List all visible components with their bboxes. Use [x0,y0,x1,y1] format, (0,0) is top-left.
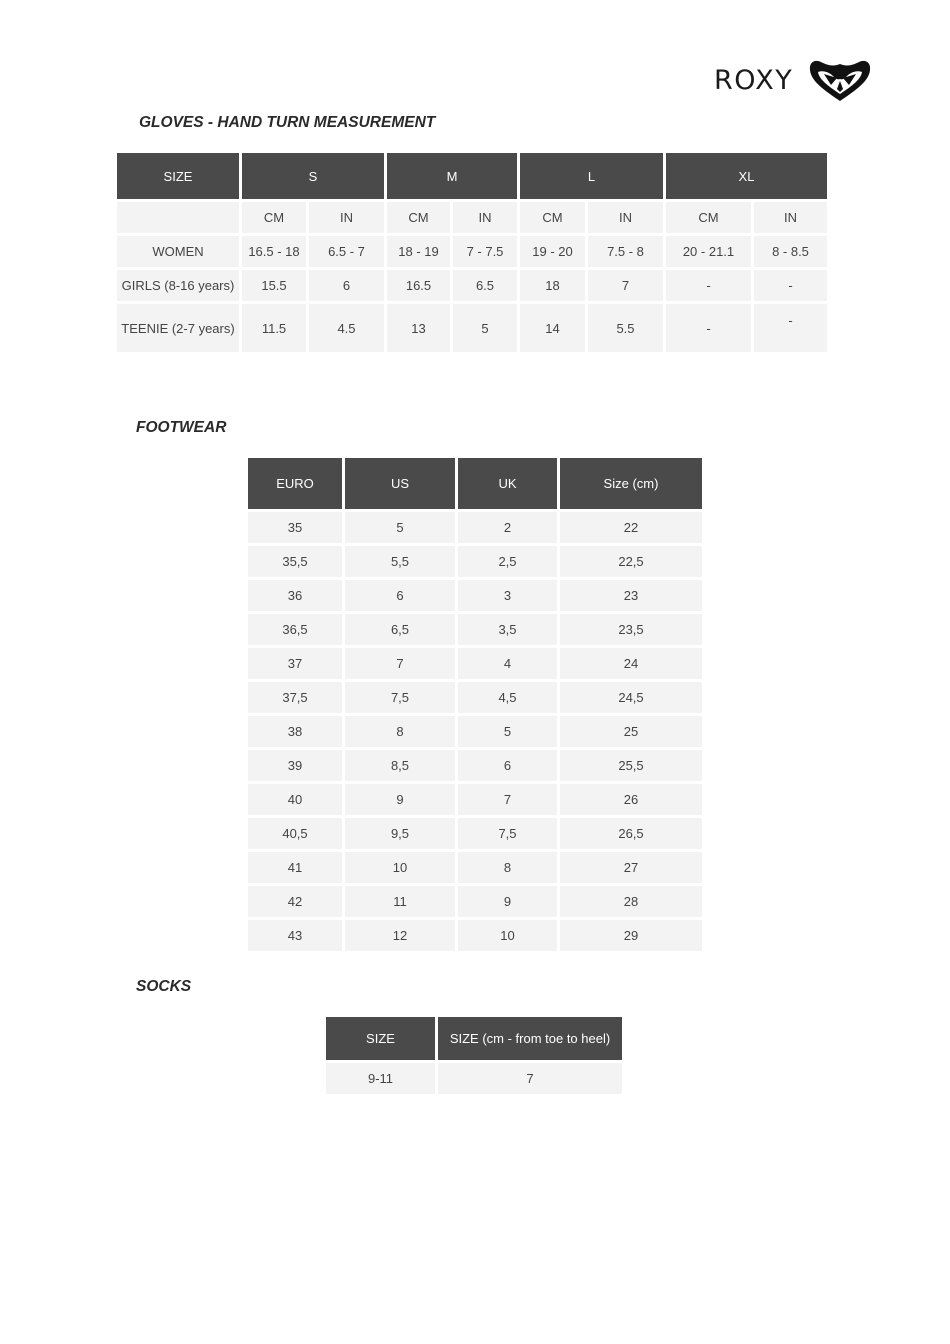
footwear-row [248,750,702,781]
gloves-cell: 5.5 [588,304,663,352]
footwear-size-table [245,455,705,954]
gloves-cell: 6 [309,270,384,301]
footwear-row [248,648,702,679]
footwear-row [248,818,702,849]
footwear-cell: 7,5 [458,818,557,849]
footwear-cell: 35,5 [248,546,342,577]
footwear-row [248,920,702,951]
footwear-cell: 10 [345,852,455,883]
gloves-cell: 19 - 20 [520,236,585,267]
footwear-header-row [248,458,702,509]
gloves-cell: 7 - 7.5 [453,236,517,267]
gloves-cell: 11.5 [242,304,306,352]
footwear-cell: 29 [560,920,702,951]
footwear-cell: 26,5 [560,818,702,849]
gloves-cell: 14 [520,304,585,352]
gloves-header-s: S [242,153,384,199]
footwear-cell: 24 [560,648,702,679]
gloves-cell: 16.5 - 18 [242,236,306,267]
footwear-row [248,784,702,815]
footwear-cell: 5,5 [345,546,455,577]
footwear-cell: 27 [560,852,702,883]
gloves-cell: - [754,270,827,301]
footwear-header-us: US [345,458,455,509]
gloves-unit-cell: IN [588,202,663,233]
footwear-cell: 3,5 [458,614,557,645]
gloves-cell: - [666,304,751,352]
footwear-row [248,546,702,577]
footwear-row [248,512,702,543]
gloves-unit-cell: IN [453,202,517,233]
footwear-header-uk: UK [458,458,557,509]
footwear-cell: 6 [458,750,557,781]
gloves-cell-text: - [788,312,793,328]
footwear-cell: 43 [248,920,342,951]
gloves-cell: 15.5 [242,270,306,301]
footwear-cell: 8 [345,716,455,747]
footwear-cell: 26 [560,784,702,815]
footwear-cell: 38 [248,716,342,747]
footwear-cell: 35 [248,512,342,543]
footwear-cell: 7 [458,784,557,815]
footwear-cell: 36 [248,580,342,611]
socks-header-size-cm: SIZE (cm - from toe to heel) [438,1017,622,1060]
gloves-cell: 8 - 8.5 [754,236,827,267]
footwear-cell: 42 [248,886,342,917]
footwear-cell: 8 [458,852,557,883]
gloves-cell: 6.5 - 7 [309,236,384,267]
footwear-cell: 22,5 [560,546,702,577]
footwear-row [248,614,702,645]
footwear-cell: 39 [248,750,342,781]
gloves-header-size: SIZE [117,153,239,199]
socks-section-title: SOCKS [136,978,192,995]
gloves-cell [754,304,827,352]
gloves-row-teenie [117,304,827,352]
footwear-row [248,682,702,713]
footwear-cell: 12 [345,920,455,951]
gloves-row-girls [117,270,827,301]
gloves-cell: 13 [387,304,450,352]
gloves-cell: 18 [520,270,585,301]
socks-header-row [326,1017,622,1060]
heart-logo-icon [807,58,873,102]
gloves-cell: 7.5 - 8 [588,236,663,267]
footwear-body [248,512,702,951]
gloves-unit-cell: IN [754,202,827,233]
footwear-cell: 2,5 [458,546,557,577]
socks-cell: 9-11 [326,1063,435,1094]
footwear-cell: 4 [458,648,557,679]
footwear-section-title: FOOTWEAR [136,419,227,436]
brand-name: ROXY [714,64,794,96]
footwear-cell: 7,5 [345,682,455,713]
gloves-cell: 18 - 19 [387,236,450,267]
footwear-cell: 4,5 [458,682,557,713]
gloves-cell: 4.5 [309,304,384,352]
footwear-cell: 9 [458,886,557,917]
footwear-cell: 6,5 [345,614,455,645]
footwear-cell: 10 [458,920,557,951]
footwear-cell: 37,5 [248,682,342,713]
gloves-cell: 5 [453,304,517,352]
footwear-header-size-cm: Size (cm) [560,458,702,509]
gloves-unit-cell: CM [520,202,585,233]
socks-row [326,1063,622,1094]
footwear-cell: 25 [560,716,702,747]
footwear-cell: 2 [458,512,557,543]
gloves-cell: - [666,270,751,301]
gloves-unit-cell: CM [242,202,306,233]
gloves-row-label: GIRLS (8-16 years) [117,270,239,301]
footwear-cell: 3 [458,580,557,611]
gloves-unit-cell: IN [309,202,384,233]
gloves-header-row [117,153,827,199]
footwear-cell: 41 [248,852,342,883]
footwear-cell: 9,5 [345,818,455,849]
gloves-row-label: WOMEN [117,236,239,267]
footwear-cell: 8,5 [345,750,455,781]
footwear-cell: 11 [345,886,455,917]
footwear-cell: 6 [345,580,455,611]
gloves-unit-cell: CM [387,202,450,233]
footwear-cell: 7 [345,648,455,679]
footwear-row [248,852,702,883]
brand-logo [714,58,873,102]
gloves-header-l: L [520,153,663,199]
footwear-cell: 5 [458,716,557,747]
footwear-cell: 40 [248,784,342,815]
gloves-unit-cell: CM [666,202,751,233]
footwear-header-euro: EURO [248,458,342,509]
footwear-row [248,716,702,747]
gloves-cell: 6.5 [453,270,517,301]
footwear-cell: 5 [345,512,455,543]
footwear-cell: 23 [560,580,702,611]
footwear-row [248,886,702,917]
footwear-cell: 23,5 [560,614,702,645]
gloves-cell: 20 - 21.1 [666,236,751,267]
footwear-cell: 24,5 [560,682,702,713]
gloves-cell: 16.5 [387,270,450,301]
footwear-cell: 28 [560,886,702,917]
footwear-cell: 36,5 [248,614,342,645]
footwear-cell: 25,5 [560,750,702,781]
gloves-cell: 7 [588,270,663,301]
footwear-cell: 40,5 [248,818,342,849]
gloves-section-title: GLOVES - HAND TURN MEASUREMENT [139,114,436,131]
gloves-size-table [114,150,830,355]
gloves-row-women [117,236,827,267]
footwear-cell: 37 [248,648,342,679]
gloves-header-m: M [387,153,517,199]
socks-cell: 7 [438,1063,622,1094]
gloves-units-empty-cell [117,202,239,233]
footwear-cell: 9 [345,784,455,815]
socks-header-size: SIZE [326,1017,435,1060]
footwear-row [248,580,702,611]
socks-size-table [323,1014,625,1097]
gloves-header-xl: XL [666,153,827,199]
gloves-units-row [117,202,827,233]
footwear-cell: 22 [560,512,702,543]
gloves-row-label: TEENIE (2-7 years) [117,304,239,352]
